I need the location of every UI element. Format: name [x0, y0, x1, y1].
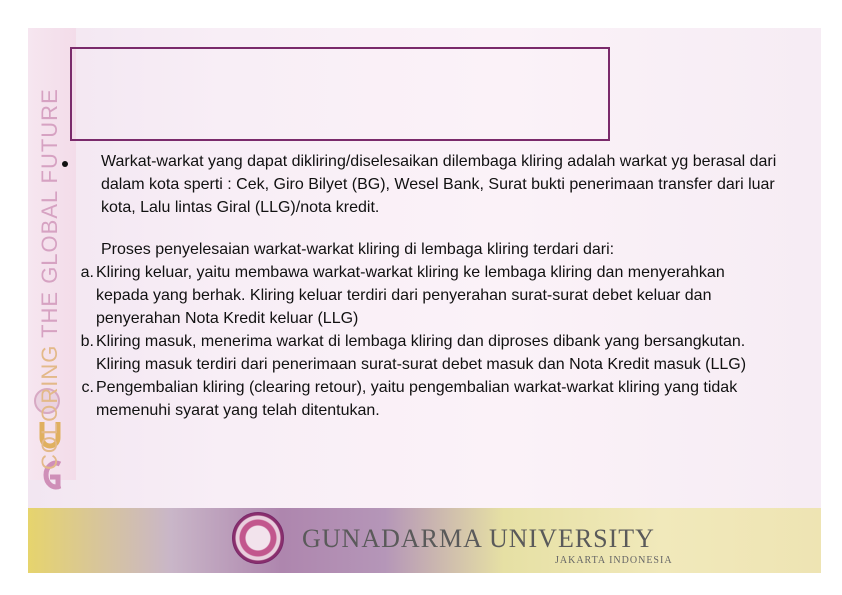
university-name: GUNADARMA UNIVERSITY: [302, 524, 655, 553]
list-marker: c.: [81, 379, 94, 396]
university-location: JAKARTA INDONESIA: [555, 555, 673, 566]
list-item: [58, 376, 778, 422]
list-item: [58, 330, 778, 376]
bullet-dot-icon: [62, 161, 68, 167]
list-item-text: Pengembalian kliring (clearing retour), yaitu pengembalian warkat-warkat kliring yang tidak memenuhi syarat yang telah ditentukan.: [96, 379, 738, 419]
slide-content: [58, 150, 778, 422]
title-placeholder-box: [70, 47, 610, 141]
sidebar-text-global-future: THE GLOBAL FUTURE: [37, 88, 62, 338]
sidebar-text-coloring: COLORING: [37, 344, 62, 470]
university-seal-icon: [232, 512, 284, 564]
bullet-paragraph: [58, 150, 778, 219]
bullet-text: Warkat-warkat yang dapat dikliring/diselesaikan dilembaga kliring adalah warkat yg berasal dari dalam kota sperti : Cek, Giro Bilyet (BG), Wesel Bank, Surat bukti penerimaan transfer dari luar kota, Lalu lintas Giral (LLG)/nota kredit.: [101, 153, 777, 216]
list-marker: b.: [80, 333, 94, 350]
list-item: [58, 261, 778, 330]
list-marker: a.: [80, 264, 94, 281]
list-item-text: Kliring keluar, yaitu membawa warkat-warkat kliring ke lembaga kliring dan menyerahkan kepada yang berhak. Kliring keluar terdiri dari penyerahan surat-surat debet keluar dan penyerahan Nota Kredit keluar (LLG): [96, 264, 725, 327]
intro-text: Proses penyelesaian warkat-warkat kliring di lembaga kliring terdari dari:: [101, 241, 615, 258]
list-item-text: Kliring masuk, menerima warkat di lembaga kliring dan diproses dibank yang bersangkutan. Kliring masuk terdiri dari penerimaan surat-surat debet masuk dan Nota Kredit masuk (LLG): [96, 333, 747, 373]
